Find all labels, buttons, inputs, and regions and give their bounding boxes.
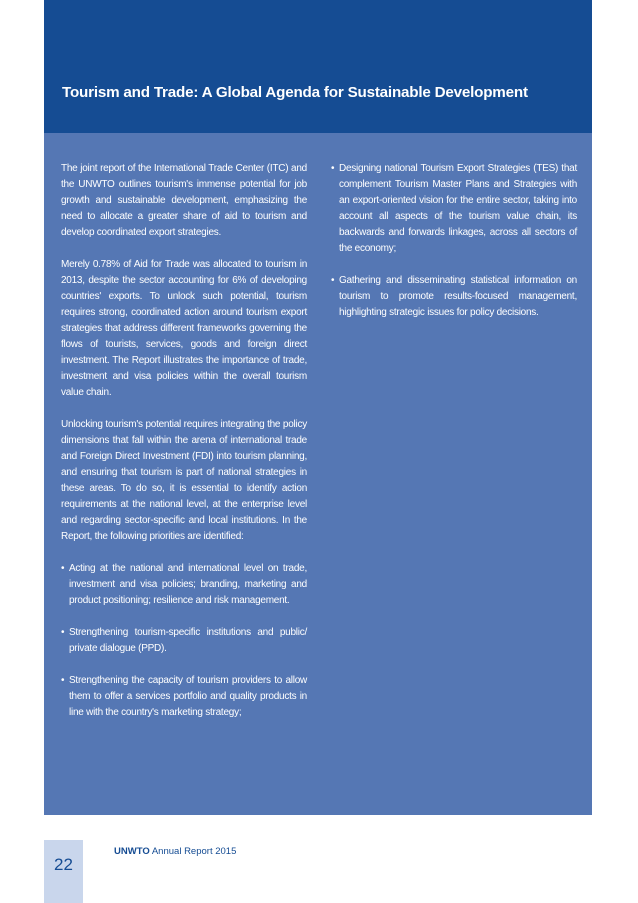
- bullet-dot-icon: •: [61, 563, 65, 574]
- page-title: Tourism and Trade: A Global Agenda for Sustainable Development: [62, 84, 528, 101]
- bullet-dot-icon: •: [61, 675, 65, 686]
- title-band: [44, 0, 592, 133]
- content-panel: [44, 133, 592, 815]
- paragraph-aid-for-trade: Merely 0.78% of Aid for Trade was allocated to tourism in 2013, despite the sector accounting for 6% of developing countries' exports. To unlock such potential, tourism requires strong, coordinated action around tourism export strategies that address different frameworks governing the flows of tourists, services, goods and foreign direct investment. The Report illustrates the importance of trade, investment and visa policies within the overall tourism value chain.: [61, 259, 307, 398]
- bullet-dot-icon: •: [61, 627, 65, 638]
- bullet-text: Strengthening tourism-specific institutions and public/ private dialogue (PPD).: [69, 627, 307, 654]
- bullet-text: Designing national Tourism Export Strategies (TES) that complement Tourism Master Plans and Strategies with an export-oriented vision for the entire sector, taking into account all aspects of the tourism value chain, its backwards and forwards linkages, across all sectors of the economy;: [339, 163, 577, 254]
- footer-org: UNWTO: [114, 846, 150, 857]
- paragraph-intro: The joint report of the International Trade Center (ITC) and the UNWTO outlines tourism's immense potential for job growth and sustainable development, emphasizing the need to allocate a greater share of aid to tourism and develop coordinated export strategies.: [61, 163, 307, 238]
- bullet-dot-icon: •: [331, 163, 335, 174]
- priority-bullet: [331, 161, 577, 257]
- priority-bullet: [331, 273, 577, 321]
- page-number: 22: [54, 855, 73, 874]
- bullet-text: Strengthening the capacity of tourism providers to allow them to offer a services portfolio and quality products in line with the country's marketing strategy;: [69, 675, 307, 718]
- bullet-text: Gathering and disseminating statistical information on tourism to promote results-focused management, highlighting strategic issues for policy decisions.: [339, 275, 577, 318]
- footer-report-title: Annual Report 2015: [151, 846, 237, 857]
- priority-bullet: [61, 561, 307, 609]
- priority-bullet: [61, 673, 307, 721]
- paragraph-priorities: Unlocking tourism's potential requires integrating the policy dimensions that fall within the arena of international trade and Foreign Direct Investment (FDI) into tourism planning, and ensuring that tourism is part of national strategies in these areas. To do so, it is essential to identify action requirements at the national level, at the enterprise level and regarding sector-specific and local institutions. In the Report, the following priorities are identified:: [61, 419, 307, 542]
- bullet-dot-icon: •: [331, 275, 335, 286]
- priority-bullet: [61, 625, 307, 657]
- right-column: [331, 161, 577, 337]
- bullet-text: Acting at the national and international level on trade, investment and visa policies; branding, marketing and product positioning; resilience and risk management.: [69, 563, 307, 606]
- running-footer: [114, 846, 236, 857]
- page-number-tab: [44, 840, 83, 903]
- left-column: [61, 161, 307, 737]
